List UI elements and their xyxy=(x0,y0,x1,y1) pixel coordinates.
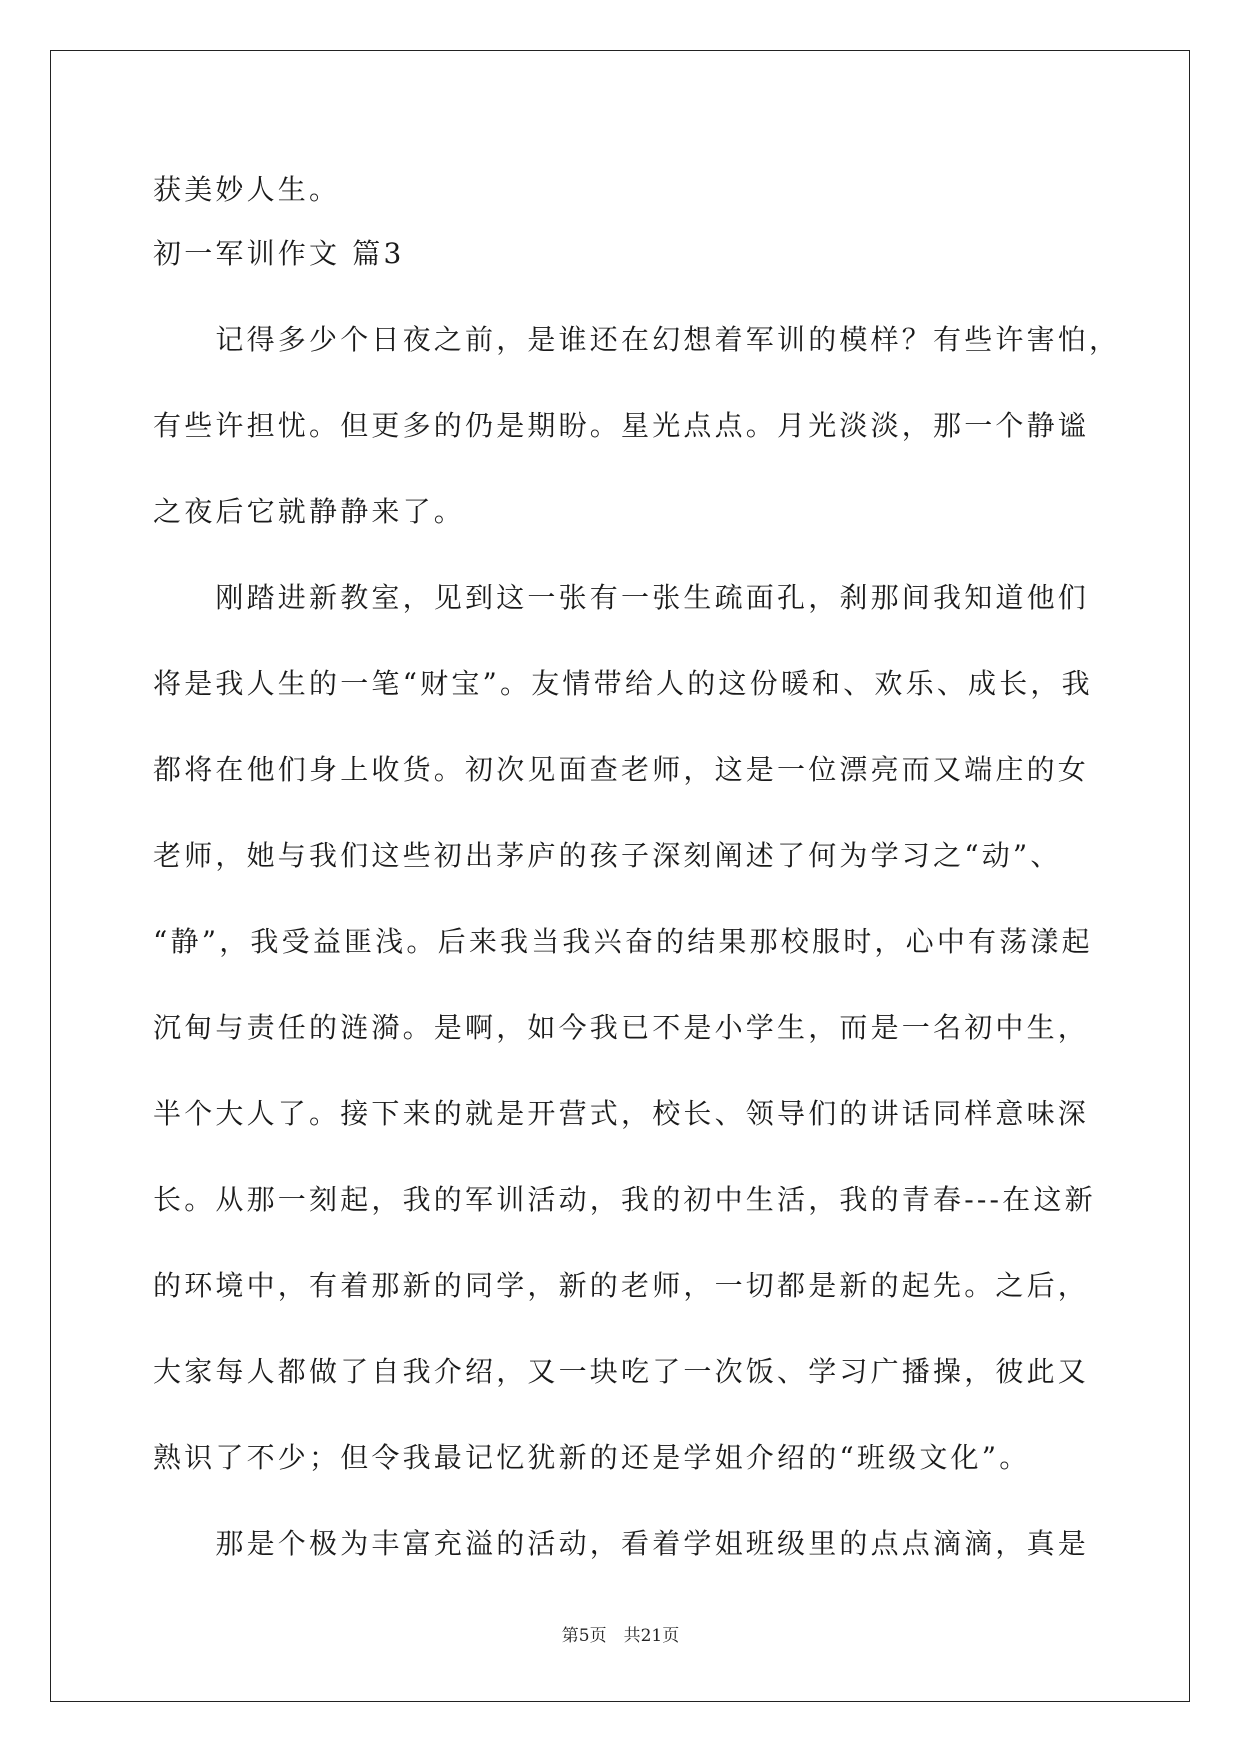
text-line: 半个大人了。接下来的就是开营式，校长、领导们的讲话同样意味深 xyxy=(153,1097,1090,1130)
text-line: 熟识了不少；但令我最记忆犹新的还是学姐介绍的“班级文化”。 xyxy=(153,1441,1031,1474)
text-line: 获美妙人生。 xyxy=(153,173,341,206)
text-line: 都将在他们身上收货。初次见面查老师，这是一位漂亮而又端庄的女 xyxy=(153,753,1090,786)
text-line: “静”，我受益匪浅。后来我当我兴奋的结果那校服时，心中有荡漾起 xyxy=(153,925,1093,958)
text-line: 大家每人都做了自我介绍，又一块吃了一次饭、学习广播操，彼此又 xyxy=(153,1355,1090,1388)
text-line: 之夜后它就静静来了。 xyxy=(153,495,466,528)
text-line: 沉甸与责任的涟漪。是啊，如今我已不是小学生，而是一名初中生， xyxy=(153,1011,1090,1044)
text-line: 老师，她与我们这些初出茅庐的孩子深刻阐述了何为学习之“动”、 xyxy=(153,839,1062,872)
section-heading: 初一军训作文 篇3 xyxy=(153,237,405,270)
text-line: 那是个极为丰富充溢的活动，看着学姐班级里的点点滴滴，真是 xyxy=(153,1527,1090,1560)
text-line: 将是我人生的一笔“财宝”。友情带给人的这份暖和、欢乐、成长，我 xyxy=(153,667,1093,700)
text-line: 刚踏进新教室，见到这一张有一张生疏面孔，刹那间我知道他们 xyxy=(153,581,1090,614)
text-line: 有些许担忧。但更多的仍是期盼。星光点点。月光淡淡，那一个静谧 xyxy=(153,409,1090,442)
page-number-footer: 第5页 共21页 xyxy=(561,1626,680,1646)
text-line: 记得多少个日夜之前，是谁还在幻想着军训的模样？有些许害怕， xyxy=(153,323,1121,356)
text-line: 长。从那一刻起，我的军训活动，我的初中生活，我的青春---在这新 xyxy=(153,1183,1096,1216)
text-line: 的环境中，有着那新的同学，新的老师，一切都是新的起先。之后， xyxy=(153,1269,1090,1302)
